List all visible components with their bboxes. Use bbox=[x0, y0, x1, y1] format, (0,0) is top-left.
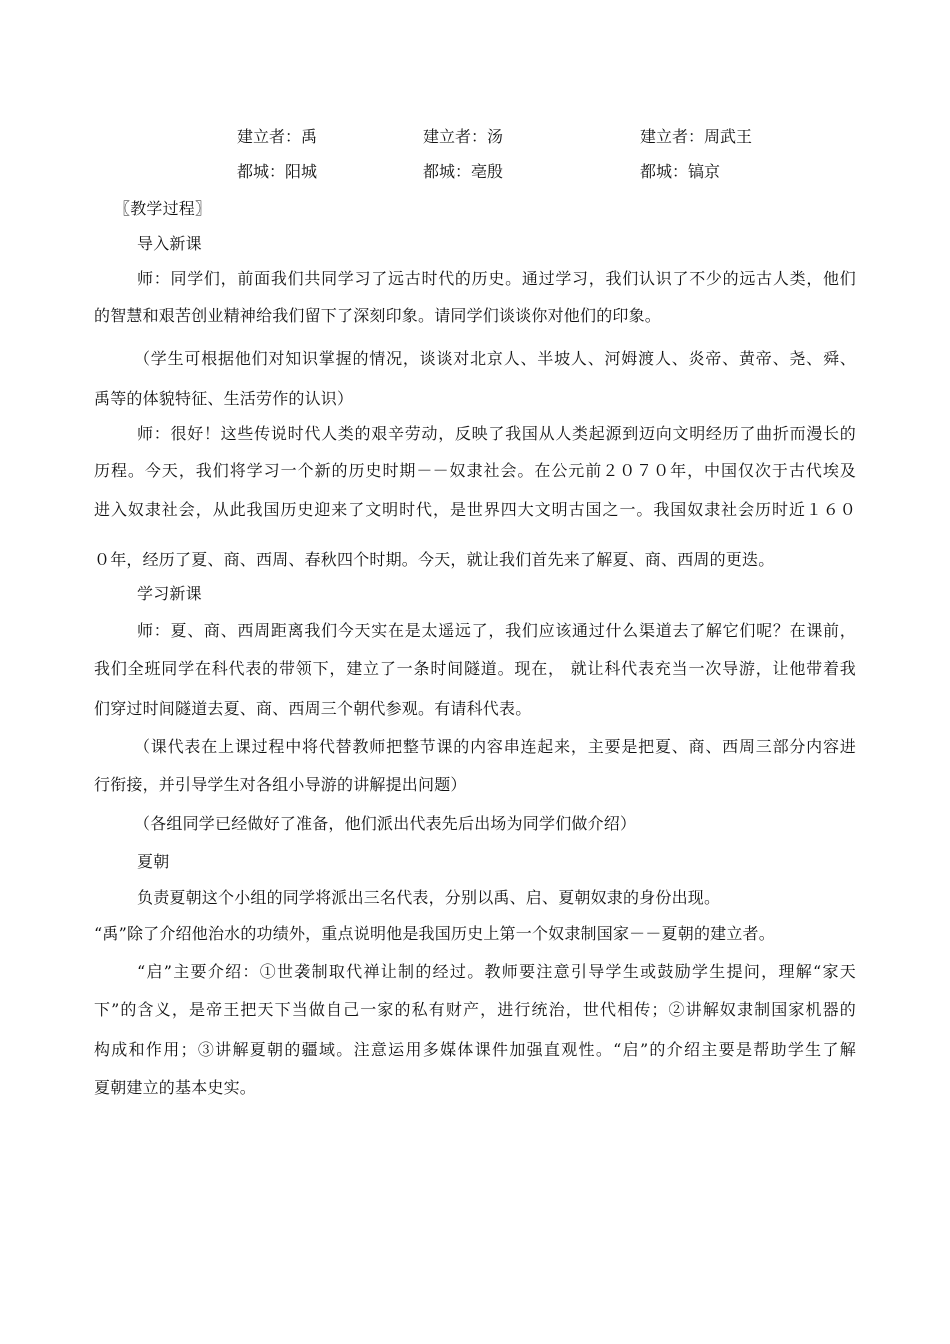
learn-heading: 学习新课 bbox=[137, 584, 202, 603]
groups-note: （各组同学已经做好了准备，他们派出代表先后出场为同学们做介绍） bbox=[134, 814, 637, 833]
teacher-paragraph-line: 历程。今天，我们将学习一个新的历史时期－－奴隶社会。在公元前２０７０年，中国仅次于古代埃及 bbox=[94, 461, 856, 480]
learn-paragraph-line: 师：夏、商、西周距离我们今天实在是太遥远了，我们应该通过什么渠道去了解它们呢？在课前， bbox=[137, 621, 856, 640]
teacher-paragraph-line: 师：很好！这些传说时代人类的艰辛劳动，反映了我国从人类起源到迈向文明经历了曲折而漫长的 bbox=[137, 424, 856, 443]
dynasty-capitals-row bbox=[0, 158, 950, 186]
students-note-line: （学生可根据他们对知识掌握的情况，谈谈对北京人、半坡人、河姆渡人、炎帝、黄帝、尧、舜、 bbox=[134, 349, 856, 368]
qi-paragraph-line: 夏朝建立的基本史实。 bbox=[94, 1078, 257, 1097]
teacher-paragraph-line: 进入奴隶社会，从此我国历史迎来了文明时代，是世界四大文明古国之一。我国奴隶社会历时近１６０ bbox=[94, 500, 856, 519]
xia-heading: 夏朝 bbox=[137, 852, 170, 871]
learn-paragraph-line: 我们全班同学在科代表的带领下，建立了一条时间隧道。现在， 就让科代表充当一次导游，让他带着我 bbox=[94, 659, 856, 678]
shang-capital: 都城：亳殷 bbox=[423, 162, 504, 181]
qi-paragraph-line: 构成和作用；③讲解夏朝的疆域。注意运用多媒体课件加强直观性。“启”的介绍主要是帮助学生了解 bbox=[94, 1040, 856, 1059]
zhou-founder: 建立者：周武王 bbox=[640, 127, 753, 146]
intro-heading: 导入新课 bbox=[137, 234, 202, 253]
intro-paragraph-line: 的智慧和艰苦创业精神给我们留下了深刻印象。请同学们谈谈你对他们的印象。 bbox=[94, 306, 662, 325]
xia-paragraph: 负责夏朝这个小组的同学将派出三名代表，分别以禹、启、夏朝奴隶的身份出现。 bbox=[137, 888, 721, 907]
qi-paragraph-line: 下”的含义，是帝王把天下当做自己一家的私有财产，进行统治，世代相传；②讲解奴隶制国家机器的 bbox=[94, 1000, 856, 1019]
dynasty-founders-row bbox=[0, 123, 950, 151]
xia-capital: 都城：阳城 bbox=[237, 162, 318, 181]
rep-note-line: （课代表在上课过程中将代替教师把整节课的内容串连起来，主要是把夏、商、西周三部分内容进 bbox=[134, 737, 856, 756]
qi-paragraph-line: “启”主要介绍：①世袭制取代禅让制的经过。教师要注意引导学生或鼓励学生提问，理解“家天 bbox=[137, 962, 856, 981]
students-note-line: 禹等的体貌特征、生活劳作的认识） bbox=[94, 389, 354, 408]
rep-note-line: 行衔接，并引导学生对各组小导游的讲解提出问题） bbox=[94, 775, 467, 794]
learn-paragraph-line: 们穿过时间隧道去夏、商、西周三个朝代参观。有请科代表。 bbox=[94, 699, 532, 718]
section-heading: 〖教学过程〗 bbox=[114, 199, 212, 218]
intro-paragraph-line: 师：同学们，前面我们共同学习了远古时代的历史。通过学习，我们认识了不少的远古人类，他们 bbox=[137, 269, 856, 288]
xia-founder: 建立者：禹 bbox=[237, 127, 318, 146]
teacher-paragraph-line: ０年，经历了夏、商、西周、春秋四个时期。今天，就让我们首先来了解夏、商、西周的更迭。 bbox=[94, 550, 775, 569]
yu-paragraph: “禹”除了介绍他治水的功绩外，重点说明他是我国历史上第一个奴隶制国家－－夏朝的建立者。 bbox=[94, 924, 775, 943]
shang-founder: 建立者：汤 bbox=[423, 127, 504, 146]
zhou-capital: 都城：镐京 bbox=[640, 162, 721, 181]
